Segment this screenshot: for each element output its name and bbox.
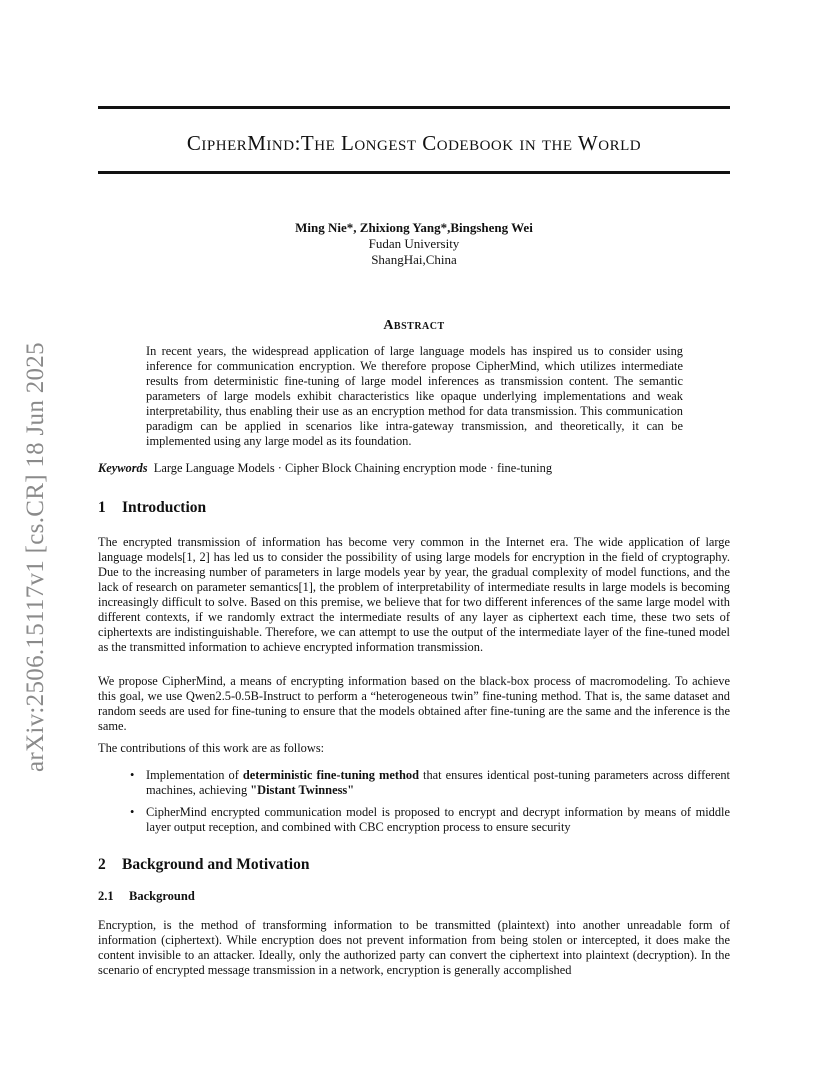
section-number: 1 xyxy=(98,499,106,516)
list-item: • CipherMind encrypted communication model is proposed to encrypt and decrypt information by means of middle layer output reception, and combined with CBC encryption process to ensure security xyxy=(130,805,730,834)
subsection-heading-background xyxy=(98,889,195,904)
keywords-label: Keywords xyxy=(98,461,148,475)
author-block xyxy=(98,220,730,268)
section-title: Background and Motivation xyxy=(122,856,310,873)
abstract-text: In recent years, the widespread application of large language models has inspired us to consider using inference for communication encryption. We therefore propose CipherMind, which utilizes intermediate results from deterministic fine-tuning of large model inferences as transmission content. The semantic parameters of large models exhibit characteristics like opaque underlying implementations and weak interpretability, thus enabling their use as an encryption method for data transmission. This communication paradigm can be applied in scenarios like intra-gateway transmission, and theoretically, it can be implemented using any large model as its foundation. xyxy=(146,344,683,448)
bullet-icon: • xyxy=(130,768,135,782)
arxiv-identifier-stamp: arXiv:2506.15117v1 [cs.CR] 18 Jun 2025 xyxy=(22,342,49,772)
keywords-line xyxy=(98,461,730,476)
author-location: ShangHai,China xyxy=(371,252,457,267)
author-affiliation: Fudan University xyxy=(368,236,460,251)
title-rule-bottom xyxy=(98,171,730,174)
section-title: Introduction xyxy=(122,499,207,516)
abstract-heading: Abstract xyxy=(383,318,445,333)
list-item: • Implementation of deterministic fine-tuning method that ensures identical post-tuning parameters across different machines, achieving "Distant Twinness" xyxy=(130,768,730,797)
background-paragraph-1: Encryption, is the method of transforming information to be transmitted (plaintext) into another unreadable form of information (ciphertext). While encryption does not prevent information from being stolen or intercepted, it does make the content invisible to an attacker. Ideally, only the authorized party can convert the ciphertext into plaintext (decryption). In the scenario of encrypted message transmission in a network, encryption is generally accomplished xyxy=(98,918,730,977)
intro-paragraph-1: The encrypted transmission of information has become very common in the Internet era. The wide application of large language models[1, 2] has led us to consider the possibility of using large models for encryption in the field of cryptography. Due to the increasing number of parameters in large models year by year, the gradual complexity of model functions, and the lack of research on parameter semantics[1], the problem of interpretability of intermediate results in large models is becoming increasingly difficult to solve. Based on this premise, we believe that for two different inferences of the same large model with different contexts, if we randomly extract the intermediate results of any layer as ciphertext each time, these two sets of ciphertexts are indistinguishable. Therefore, we can attempt to use the output of the intermediate layer of the fine-tuned model as the transmitted information to achieve encrypted information transmission. xyxy=(98,535,730,654)
section-heading-background-motivation xyxy=(98,856,309,874)
subsection-number: 2.1 xyxy=(98,889,114,903)
paper-title: CipherMind:The Longest Codebook in the World xyxy=(186,131,642,155)
subsection-title: Background xyxy=(129,889,195,903)
intro-paragraph-3: The contributions of this work are as follows: xyxy=(98,741,325,755)
title-rule-top xyxy=(98,106,730,109)
bullet-icon: • xyxy=(130,805,135,819)
intro-paragraph-2: We propose CipherMind, a means of encrypting information based on the black-box process of macromodeling. To achieve this goal, we use Qwen2.5-0.5B-Instruct to perform a “heterogeneous twin” fine-tuning method. That is, the same dataset and random seeds are used for fine-tuning to ensure that the models obtained after fine-tuning are the same and the inference is the same. xyxy=(98,674,730,733)
section-number: 2 xyxy=(98,856,106,873)
keywords-text: Large Language Models · Cipher Block Chaining encryption mode · fine-tuning xyxy=(153,461,553,475)
author-names: Ming Nie*, Zhixiong Yang*,Bingsheng Wei xyxy=(295,220,533,235)
contributions-list xyxy=(130,768,730,842)
section-heading-introduction xyxy=(98,499,206,517)
